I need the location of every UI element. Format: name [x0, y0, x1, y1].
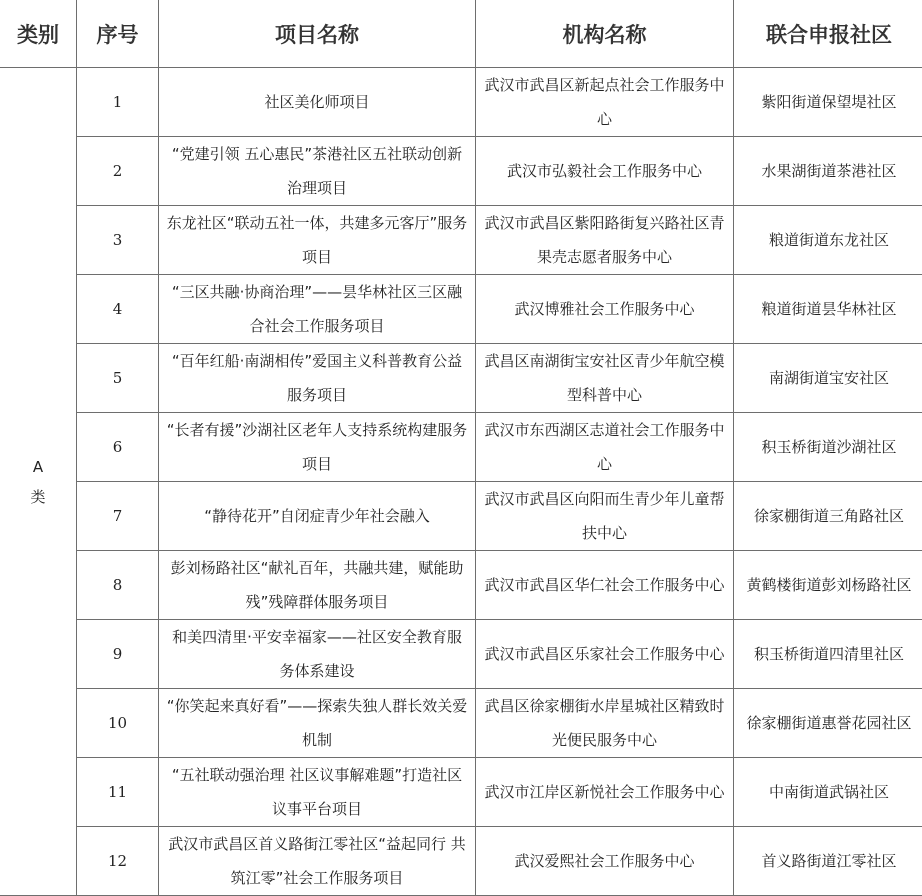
- table-row: [0, 413, 922, 482]
- joint-community: 积玉桥街道沙湖社区: [734, 413, 922, 482]
- project-name: “党建引领 五心惠民”茶港社区五社联动创新治理项目: [159, 137, 476, 206]
- header-project-name: 项目名称: [159, 0, 476, 68]
- project-name: “三区共融·协商治理”——昙华林社区三区融合社会工作服务项目: [159, 275, 476, 344]
- row-number: 3: [77, 206, 159, 275]
- row-number: 6: [77, 413, 159, 482]
- project-name: “你笑起来真好看”——探索失独人群长效关爱机制: [159, 689, 476, 758]
- table-row: [0, 275, 922, 344]
- organization-name: 武汉博雅社会工作服务中心: [476, 275, 734, 344]
- row-number: 8: [77, 551, 159, 620]
- category-suffix: 类: [6, 482, 70, 512]
- table-row: [0, 551, 922, 620]
- header-number: 序号: [77, 0, 159, 68]
- organization-name: 武汉市东西湖区志道社会工作服务中心: [476, 413, 734, 482]
- table-row: [0, 344, 922, 413]
- organization-name: 武汉市武昌区新起点社会工作服务中心: [476, 68, 734, 137]
- table-row: [0, 620, 922, 689]
- joint-community: 南湖街道宝安社区: [734, 344, 922, 413]
- project-name: “百年红船·南湖相传”爱国主义科普教育公益服务项目: [159, 344, 476, 413]
- organization-name: 武汉市弘毅社会工作服务中心: [476, 137, 734, 206]
- table-row: [0, 68, 922, 137]
- row-number: 4: [77, 275, 159, 344]
- joint-community: 水果湖街道茶港社区: [734, 137, 922, 206]
- joint-community: 紫阳街道保望堤社区: [734, 68, 922, 137]
- organization-name: 武汉市武昌区华仁社会工作服务中心: [476, 551, 734, 620]
- joint-community: 徐家棚街道惠誉花园社区: [734, 689, 922, 758]
- category-letter: A: [6, 452, 70, 482]
- organization-name: 武汉市江岸区新悦社会工作服务中心: [476, 758, 734, 827]
- table-row: [0, 827, 922, 896]
- row-number: 5: [77, 344, 159, 413]
- project-name: 武汉市武昌区首义路街江零社区“益起同行 共筑江零”社会工作服务项目: [159, 827, 476, 896]
- table-row: [0, 137, 922, 206]
- joint-community: 积玉桥街道四清里社区: [734, 620, 922, 689]
- project-name: 东龙社区“联动五社一体，共建多元客厅”服务项目: [159, 206, 476, 275]
- row-number: 9: [77, 620, 159, 689]
- joint-community: 首义路街道江零社区: [734, 827, 922, 896]
- row-number: 1: [77, 68, 159, 137]
- project-name: 彭刘杨路社区“献礼百年，共融共建，赋能助残”残障群体服务项目: [159, 551, 476, 620]
- project-name: 和美四清里·平安幸福家——社区安全教育服务体系建设: [159, 620, 476, 689]
- table-row: [0, 206, 922, 275]
- organization-name: 武昌区南湖街宝安社区青少年航空模型科普中心: [476, 344, 734, 413]
- category-cell: [0, 68, 77, 896]
- table-row: [0, 758, 922, 827]
- joint-community: 中南街道武锅社区: [734, 758, 922, 827]
- header-joint-community: 联合申报社区: [734, 0, 922, 68]
- joint-community: 徐家棚街道三角路社区: [734, 482, 922, 551]
- organization-name: 武汉市武昌区向阳而生青少年儿童帮扶中心: [476, 482, 734, 551]
- organization-name: 武汉市武昌区紫阳路街复兴路社区青果壳志愿者服务中心: [476, 206, 734, 275]
- project-name: “五社联动强治理 社区议事解难题”打造社区议事平台项目: [159, 758, 476, 827]
- row-number: 10: [77, 689, 159, 758]
- table-row: [0, 482, 922, 551]
- row-number: 2: [77, 137, 159, 206]
- header-category: 类别: [0, 0, 77, 68]
- project-name: 社区美化师项目: [159, 68, 476, 137]
- header-row: [0, 0, 922, 68]
- row-number: 11: [77, 758, 159, 827]
- project-name: “静待花开”自闭症青少年社会融入: [159, 482, 476, 551]
- organization-name: 武汉爱熙社会工作服务中心: [476, 827, 734, 896]
- table-row: [0, 689, 922, 758]
- joint-community: 粮道街道昙华林社区: [734, 275, 922, 344]
- organization-name: 武昌区徐家棚街水岸星城社区精致时光便民服务中心: [476, 689, 734, 758]
- joint-community: 粮道街道东龙社区: [734, 206, 922, 275]
- project-name: “长者有援”沙湖社区老年人支持系统构建服务项目: [159, 413, 476, 482]
- joint-community: 黄鹤楼街道彭刘杨路社区: [734, 551, 922, 620]
- organization-name: 武汉市武昌区乐家社会工作服务中心: [476, 620, 734, 689]
- row-number: 7: [77, 482, 159, 551]
- row-number: 12: [77, 827, 159, 896]
- header-organization-name: 机构名称: [476, 0, 734, 68]
